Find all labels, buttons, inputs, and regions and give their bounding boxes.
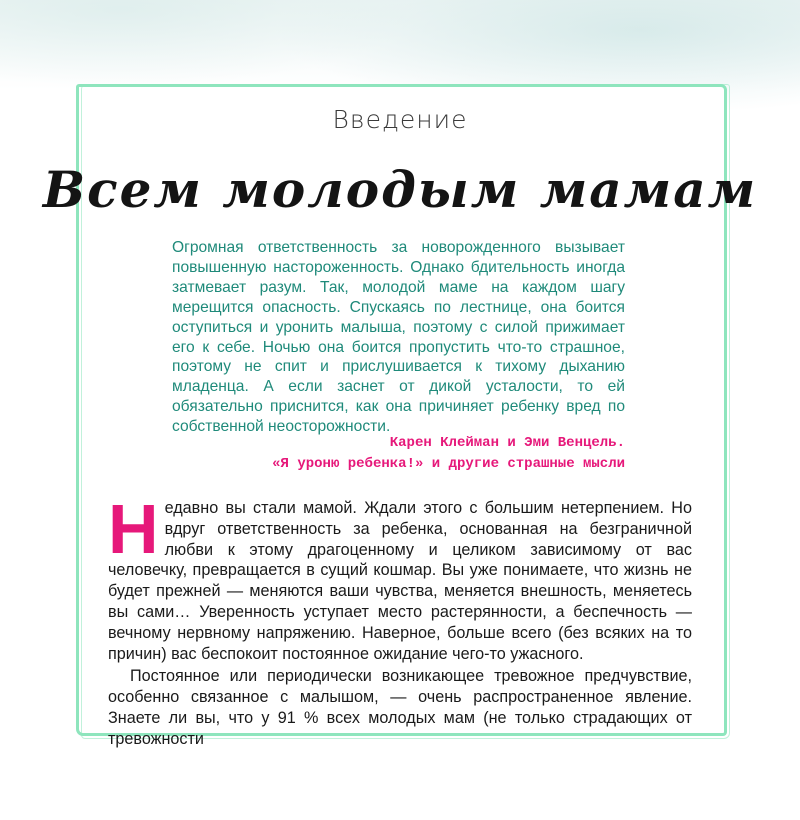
paragraph-2: Постоянное или периодически возникающее тревожное предчувствие, особенно связанное с малышом, — очень распространенное явление. Знаете ли вы, что у 91 % всех молодых мам (не только страдающих от тревожности xyxy=(108,667,692,748)
paragraph-1-text: едавно вы стали мамой. Ждали этого с большим нетерпением. Но вдруг ответственность за ребенка, основанная на безграничной любви к этому драгоценному и целиком зависимому от вас человечку, превращается в сущий кошмар. Вы уже понимаете, что жизнь не будет прежней — меняются ваши чувства, меняется внешность, меняетесь вы сами… Уверенность уступает место растерянности, а беспечность — вечному нервному напряжению. Наверное, больше всего (без всяких на то причин) вас беспокоит постоянное ожидание чего-то ужасного. xyxy=(108,499,692,663)
epigraph-text: Огромная ответственность за новорожденного вызывает повышенную настороженность. Однако бдительность иногда затмевает разум. Так, молодой маме на каждом шагу мерещится опасность. Спускаясь по лестнице, она боится оступиться и уронить малыша, поэтому с силой прижимает его к себе. Ночью она боится пропустить что-то страшное, поэтому не спит и прислушивается к тихому дыханию младенца. А если заснет от дикой усталости, то ей обязательно приснится, как она причиняет ребенку вред по собственной неосторожности. xyxy=(172,239,625,436)
chapter-title: Всем молодым мамам xyxy=(42,160,758,219)
watercolor-background xyxy=(0,0,800,90)
paragraph-1 xyxy=(108,490,692,664)
epigraph-attribution xyxy=(272,433,625,475)
drop-cap: Н xyxy=(108,490,159,568)
epigraph-book-title: «Я уроню ребенка!» и другие страшные мысли xyxy=(272,456,625,472)
section-label: Введение xyxy=(332,105,468,134)
epigraph-author: Карен Клейман и Эми Венцель. xyxy=(389,435,625,451)
main-text xyxy=(108,490,692,750)
